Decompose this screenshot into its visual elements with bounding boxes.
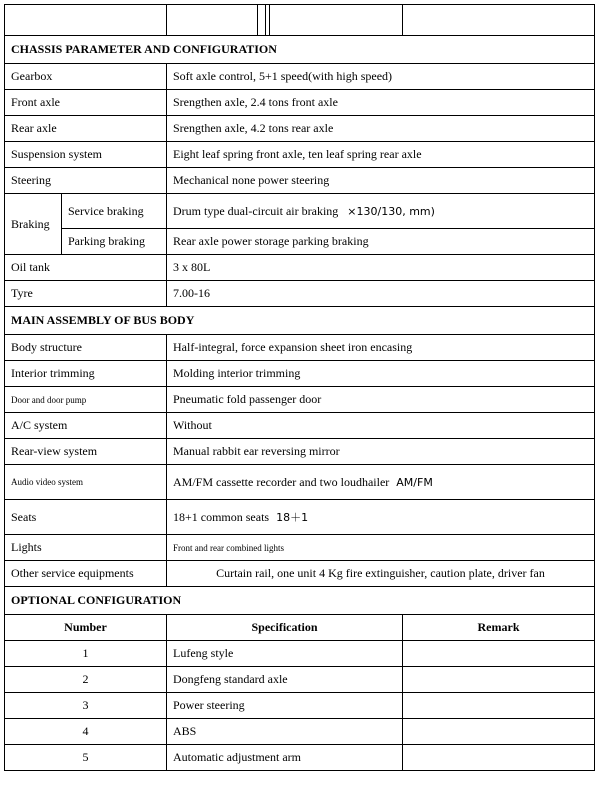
front-axle-row [5, 90, 595, 116]
parking-braking-row [5, 229, 595, 255]
row-value: Curtain rail, one unit 4 Kg fire extinguisher, caution plate, driver fan [167, 561, 595, 587]
ac-row [5, 413, 595, 439]
row-spec: Dongfeng standard axle [167, 667, 403, 693]
row-spec: Automatic adjustment arm [167, 745, 403, 771]
section-title: MAIN ASSEMBLY OF BUS BODY [5, 307, 595, 335]
row-value: Mechanical none power steering [167, 168, 595, 194]
row-value: Soft axle control, 5+1 speed(with high speed) [167, 64, 595, 90]
row-label: Steering [5, 168, 167, 194]
row-label: Seats [5, 500, 167, 535]
row-label: Tyre [5, 281, 167, 307]
audio-extra: AM/FM [396, 475, 433, 489]
row-number: 1 [5, 641, 167, 667]
row-value: Rear axle power storage parking braking [167, 229, 595, 255]
seats-extra: 18＋1 [276, 511, 309, 524]
table-row [5, 667, 595, 693]
table-row [5, 693, 595, 719]
row-number: 5 [5, 745, 167, 771]
column-header: Remark [403, 615, 595, 641]
audio-row [5, 465, 595, 500]
spec-sheet [4, 4, 594, 771]
section-chassis-row [5, 36, 595, 64]
row-number: 4 [5, 719, 167, 745]
row-remark [403, 719, 595, 745]
row-remark [403, 641, 595, 667]
section-body-row [5, 307, 595, 335]
blank-cell [403, 5, 595, 36]
seats-value: 18+1 common seats [173, 510, 270, 524]
row-label: A/C system [5, 413, 167, 439]
rearview-row [5, 439, 595, 465]
lights-row [5, 535, 595, 561]
column-header: Specification [167, 615, 403, 641]
row-spec: Power steering [167, 693, 403, 719]
row-label: Audio video system [5, 465, 167, 500]
row-number: 2 [5, 667, 167, 693]
tyre-row [5, 281, 595, 307]
row-label: Suspension system [5, 142, 167, 168]
service-braking-row [5, 194, 595, 229]
blank-cell [270, 5, 403, 36]
row-label: Parking braking [62, 229, 167, 255]
blank-header-row [5, 5, 595, 36]
column-header: Number [5, 615, 167, 641]
row-value: Srengthen axle, 4.2 tons rear axle [167, 116, 595, 142]
row-remark [403, 745, 595, 771]
row-label: Door and door pump [5, 387, 167, 413]
row-value: Srengthen axle, 2.4 tons front axle [167, 90, 595, 116]
row-remark [403, 693, 595, 719]
other-row [5, 561, 595, 587]
spec-table [4, 4, 595, 771]
service-braking-extra: ×130/130, mm) [347, 204, 435, 218]
row-label: Front axle [5, 90, 167, 116]
row-value: 3 x 80L [167, 255, 595, 281]
row-value: Manual rabbit ear reversing mirror [167, 439, 595, 465]
oil-tank-row [5, 255, 595, 281]
blank-cell [258, 5, 266, 36]
row-label: Service braking [62, 194, 167, 229]
blank-cell [167, 5, 258, 36]
row-spec: Lufeng style [167, 641, 403, 667]
row-remark [403, 667, 595, 693]
body-structure-row [5, 335, 595, 361]
row-value [167, 194, 595, 229]
table-row [5, 719, 595, 745]
row-number: 3 [5, 693, 167, 719]
row-value: Molding interior trimming [167, 361, 595, 387]
row-label: Rear axle [5, 116, 167, 142]
row-label: Interior trimming [5, 361, 167, 387]
row-spec: ABS [167, 719, 403, 745]
section-title: OPTIONAL CONFIGURATION [5, 587, 595, 615]
table-row [5, 641, 595, 667]
row-label: Oil tank [5, 255, 167, 281]
row-value: Pneumatic fold passenger door [167, 387, 595, 413]
seats-row [5, 500, 595, 535]
steering-row [5, 168, 595, 194]
row-value: 7.00-16 [167, 281, 595, 307]
section-optional-row [5, 587, 595, 615]
blank-cell [5, 5, 167, 36]
row-value: Eight leaf spring front axle, ten leaf spring rear axle [167, 142, 595, 168]
row-label: Body structure [5, 335, 167, 361]
row-value: Half-integral, force expansion sheet iron encasing [167, 335, 595, 361]
rear-axle-row [5, 116, 595, 142]
row-value: Front and rear combined lights [167, 535, 595, 561]
row-value [167, 465, 595, 500]
braking-label: Braking [5, 194, 62, 255]
row-label: Gearbox [5, 64, 167, 90]
optional-header-row [5, 615, 595, 641]
row-label: Other service equipments [5, 561, 167, 587]
interior-row [5, 361, 595, 387]
row-value: Without [167, 413, 595, 439]
table-row [5, 745, 595, 771]
section-title: CHASSIS PARAMETER AND CONFIGURATION [5, 36, 595, 64]
row-label: Lights [5, 535, 167, 561]
row-label: Rear-view system [5, 439, 167, 465]
service-braking-value: Drum type dual-circuit air braking [173, 203, 339, 218]
suspension-row [5, 142, 595, 168]
row-value [167, 500, 595, 535]
audio-value: AM/FM cassette recorder and two loudhailer [173, 474, 390, 489]
gearbox-row [5, 64, 595, 90]
door-row [5, 387, 595, 413]
